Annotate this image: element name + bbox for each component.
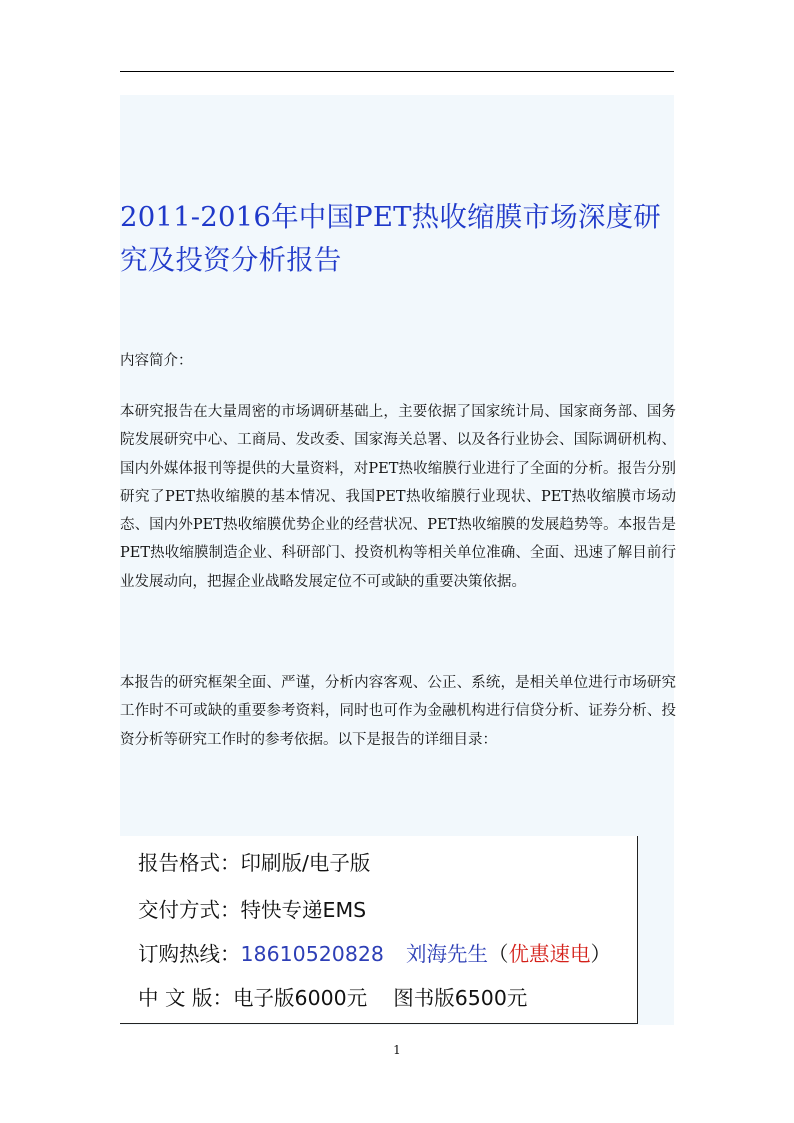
page-number: 1 [393,1043,401,1057]
hotline-label: 订购热线： [138,942,241,966]
contact-name: 刘海先生 [405,942,488,966]
order-hotline-line [138,941,611,967]
electronic-price: 电子版6000元 [233,986,368,1010]
report-title: 2011-2016年中国PET热收缩膜市场深度研究及投资分析报告 [120,201,661,276]
promo-text: 优惠速电 [508,942,591,966]
paren-open: （ [487,942,509,966]
edition-label: 中 文 版： [138,986,234,1010]
print-price: 图书版6500元 [393,986,528,1010]
delivery-method-line: 交付方式：特快专递EMS [138,898,367,922]
chinese-edition-line [138,985,527,1011]
intro-paragraph-1: 本研究报告在大量周密的市场调研基础上，主要依据了国家统计局、国家商务部、国务院发展研究中心、工商局、发改委、国家海关总署、以及各行业协会、国际调研机构、国内外媒体报刊等提供的大量资料，对PET热收缩膜行业进行了全面的分析。报告分别研究了PET热收缩膜的基本情况、我国PET热收缩膜行业现状、PET热收缩膜市场动态、国内外PET热收缩膜优势企业的经营状况、PET热收缩膜的发展趋势等。本报告是PET热收缩膜制造企业、科研部门、投资机构等相关单位准确、全面、迅速了解目前行业发展动向，把握企业战略发展定位不可或缺的重要决策依据。 [120,404,676,590]
intro-label: 内容简介： [120,353,193,369]
hotline-phone-number: 18610520828 [240,942,384,966]
intro-paragraph-2: 本报告的研究框架全面、严谨，分析内容客观、公正、系统，是相关单位进行市场研究工作时不可或缺的重要参考资料，同时也可作为金融机构进行信贷分析、证券分析、投资分析等研究工作时的参考依据。以下是报告的详细目录： [120,675,676,748]
header-rule [120,71,674,72]
order-info-box [120,836,638,1024]
paren-close: ） [590,942,611,966]
report-format-line: 报告格式：印刷版/电子版 [138,851,371,875]
